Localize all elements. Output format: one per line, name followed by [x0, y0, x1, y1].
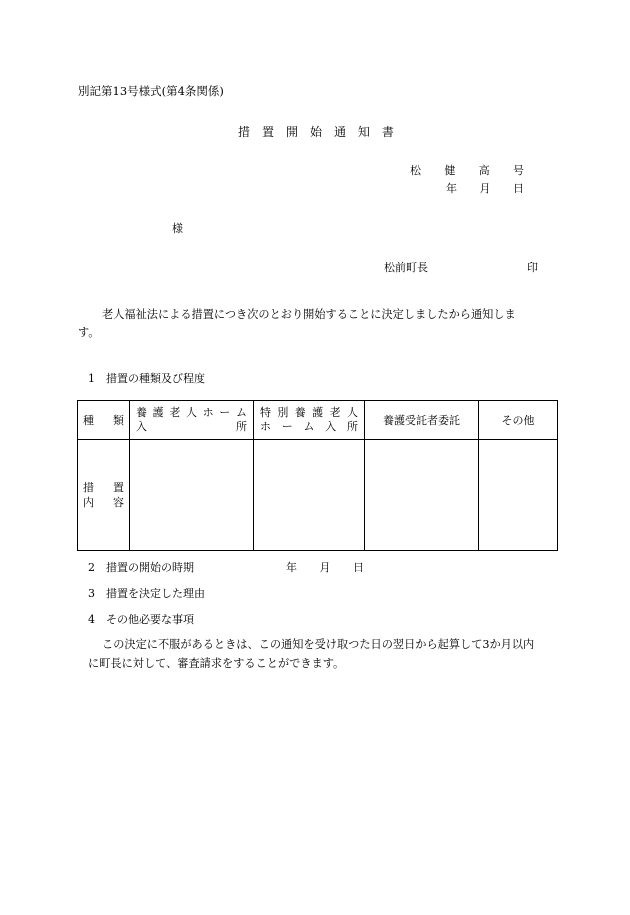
- title-char: 知: [357, 125, 370, 139]
- section-1-number: 1: [88, 372, 95, 385]
- section-4-label: その他必要な事項: [106, 613, 194, 626]
- issue-date-char: 月: [479, 182, 491, 195]
- title-char: 開: [285, 125, 298, 139]
- header-kind: [78, 401, 130, 440]
- header-special-nursing-home: [254, 401, 365, 440]
- body-text-line2: す。: [78, 326, 100, 339]
- section-1-label: 措置の種類及び程度: [106, 372, 205, 385]
- header-nursing-home-char: 所: [236, 420, 247, 433]
- section-3-label: 措置を決定した理由: [106, 587, 205, 600]
- issuer-name: 松前町長: [384, 261, 428, 274]
- form-number: 別記第13号様式(第4条関係): [78, 84, 224, 98]
- start-date-char: 日: [353, 561, 364, 574]
- header-special-home-char: 老: [329, 406, 341, 419]
- measures-table: [77, 400, 558, 551]
- header-nursing-home-char: 護: [152, 406, 164, 419]
- section-2-label: 措置の開始の時期: [106, 561, 194, 574]
- issue-date-char: 年: [446, 182, 457, 195]
- document-number-char: 号: [512, 164, 524, 177]
- document-number-char: 高: [478, 164, 490, 177]
- document-title: [238, 125, 394, 139]
- cell-foster-entrustment[interactable]: [365, 440, 479, 551]
- issue-date-char: 日: [513, 182, 524, 195]
- start-date: [286, 561, 364, 575]
- start-date-char: 年: [286, 561, 297, 574]
- row-label-char: 措: [83, 481, 94, 494]
- row-label-measure-content: [78, 440, 130, 551]
- header-kind-char: 種: [83, 414, 94, 427]
- title-char: 通: [333, 125, 346, 139]
- header-nursing-home-char: 人: [185, 406, 197, 419]
- header-special-home-char: 護: [312, 406, 324, 419]
- document-number-char: 健: [444, 164, 456, 177]
- cell-other[interactable]: [479, 440, 558, 551]
- header-special-home-char: 人: [346, 406, 358, 419]
- header-special-home-char: 別: [277, 406, 289, 419]
- header-nursing-home: [130, 401, 254, 440]
- header-nursing-home-char: 養: [136, 406, 147, 419]
- appeal-notice-line1: この決定に不服があるときは、この通知を受け取つた日の翌日から起算して3か月以内: [102, 638, 535, 651]
- addressee-suffix: 様: [172, 222, 183, 235]
- title-char: 置: [261, 125, 274, 139]
- header-special-home-char: ー: [281, 420, 293, 433]
- document-number-char: 松: [410, 164, 421, 177]
- header-nursing-home-char: 老: [169, 406, 181, 419]
- document-number: [410, 164, 524, 178]
- section-2-number: 2: [88, 561, 95, 574]
- header-special-home-char: ム: [303, 420, 315, 433]
- appeal-notice-line2: に町長に対して、審査請求をすることができます。: [88, 657, 345, 670]
- row-label-char: 内: [83, 496, 94, 509]
- header-foster-entrustment: 養護受託者委託: [365, 401, 479, 440]
- body-text-line1: 老人福祉法による措置につき次のとおり開始することに決定しましたから通知しま: [102, 308, 516, 321]
- header-special-home-char: 所: [347, 420, 358, 433]
- header-special-home-char: 入: [325, 420, 337, 433]
- header-nursing-home-char: 入: [136, 420, 147, 433]
- header-special-home-char: ホ: [260, 420, 271, 433]
- header-nursing-home-char: ム: [235, 406, 247, 419]
- header-kind-char: 類: [113, 414, 124, 427]
- header-nursing-home-char: ホ: [202, 406, 214, 419]
- title-char: 措: [238, 125, 251, 139]
- issue-date: [446, 182, 524, 196]
- section-4-number: 4: [88, 613, 95, 626]
- cell-nursing-home[interactable]: [130, 440, 254, 551]
- cell-special-nursing-home[interactable]: [254, 440, 365, 551]
- row-label-char: 置: [113, 481, 124, 494]
- title-char: 始: [309, 125, 322, 139]
- header-special-home-char: 養: [294, 406, 306, 419]
- title-char: 書: [381, 125, 394, 139]
- start-date-char: 月: [319, 561, 331, 574]
- section-3-number: 3: [88, 587, 95, 600]
- header-other: その他: [479, 401, 558, 440]
- row-label-char: 容: [113, 496, 124, 509]
- header-special-home-char: 特: [260, 406, 271, 419]
- header-nursing-home-char: ー: [219, 406, 231, 419]
- seal-mark: 印: [527, 261, 538, 274]
